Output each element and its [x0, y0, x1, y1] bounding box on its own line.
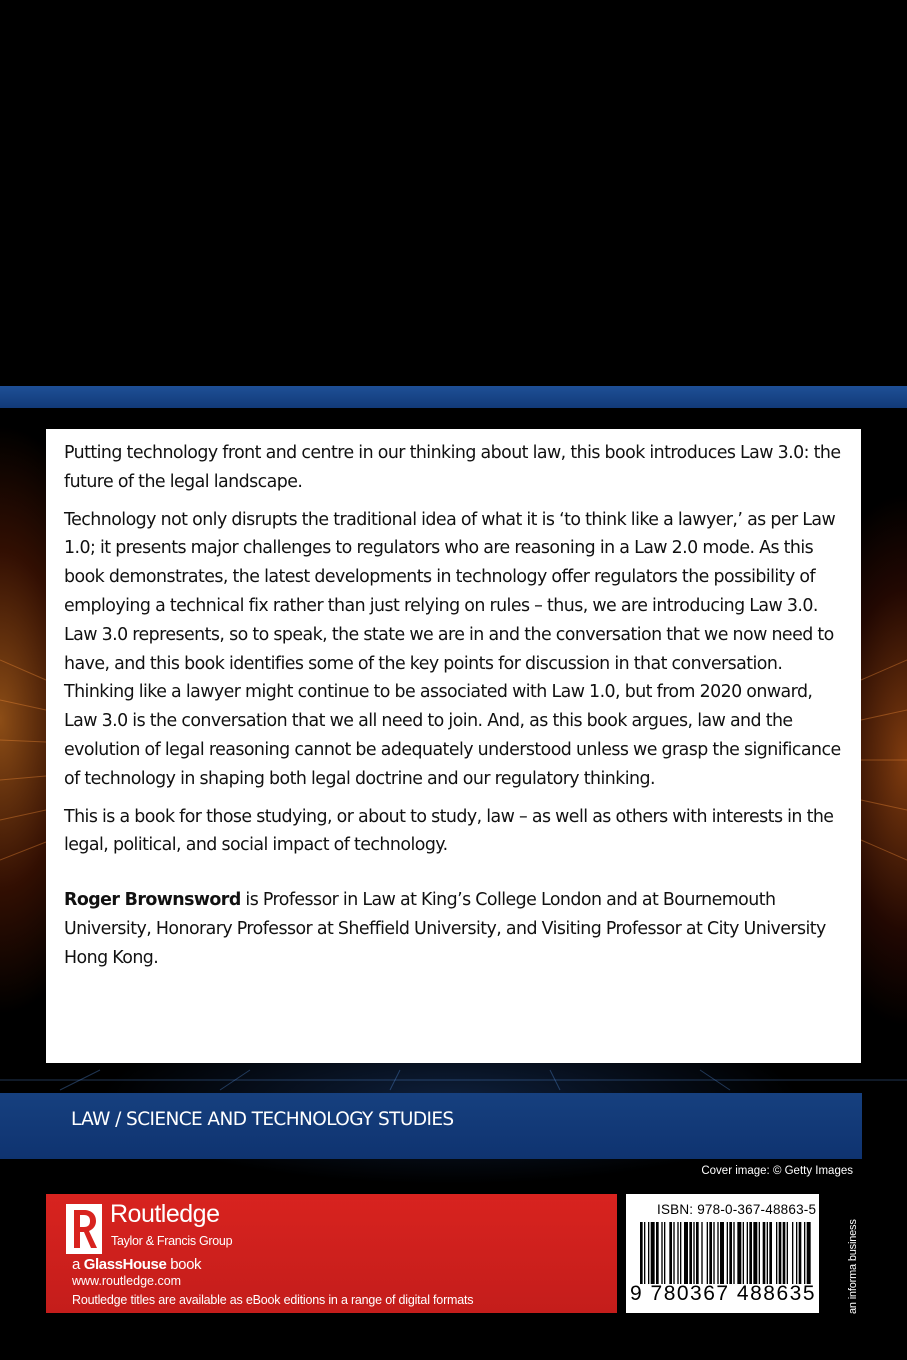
- barcode-bar: [779, 1222, 782, 1284]
- publisher-name: Routledge: [110, 1200, 220, 1228]
- barcode-bar: [796, 1222, 797, 1284]
- barcode-bar: [669, 1222, 672, 1284]
- author-bio-text: is Professor in Law at King’s College London and at Bournemouth University, Honorary Professor at Sheffield University, and Visiting Professor at City University Hong Kong.: [64, 890, 826, 968]
- blurb-paragraph: Putting technology front and centre in our thinking about law, this book introduces Law 3.0: the future of the legal landscape.: [64, 443, 841, 492]
- barcode-bar: [664, 1222, 665, 1284]
- barcode-bar: [707, 1222, 708, 1284]
- barcode-bar: [737, 1222, 741, 1284]
- barcode-bar: [696, 1222, 699, 1284]
- barcode-bar: [661, 1222, 662, 1284]
- barcode-bar: [644, 1222, 645, 1284]
- barcode-digits: 9 780367 488635: [630, 1282, 816, 1305]
- publisher-website[interactable]: www.routledge.com: [72, 1274, 182, 1288]
- barcode-bar: [640, 1222, 643, 1284]
- ebook-note: Routledge titles are available as eBook editions in a range of digital formats: [72, 1293, 474, 1307]
- barcode-box: [626, 1194, 819, 1313]
- barcode-bar: [673, 1222, 674, 1284]
- top-blue-band: [0, 386, 907, 408]
- barcode-bar: [787, 1222, 788, 1284]
- barcode-bar: [693, 1222, 694, 1284]
- barcode-bar: [677, 1222, 678, 1284]
- subject-band: [0, 1093, 862, 1159]
- barcode-bar: [769, 1222, 772, 1284]
- barcode-bar: [720, 1222, 724, 1284]
- barcode-bar: [776, 1222, 777, 1284]
- barcode-bar: [799, 1222, 802, 1284]
- subject-category: LAW / SCIENCE AND TECHNOLOGY STUDIES: [71, 1109, 454, 1130]
- barcode-bar: [651, 1222, 655, 1284]
- routledge-logo-icon: [66, 1204, 102, 1254]
- author-name: Roger Brownsword: [64, 890, 241, 911]
- barcode-bar: [680, 1222, 681, 1284]
- barcode-bar: [767, 1222, 768, 1284]
- barcode-bar: [733, 1222, 734, 1284]
- barcode-bar: [749, 1222, 752, 1284]
- barcode-bar: [792, 1222, 793, 1284]
- barcode-bar: [717, 1222, 718, 1284]
- barcode-bar: [783, 1222, 786, 1284]
- barcode-bar: [684, 1222, 688, 1284]
- author-bio: [64, 886, 843, 972]
- publisher-box: [46, 1194, 617, 1313]
- isbn-text: ISBN: 978-0-367-48863-5: [657, 1202, 817, 1217]
- barcode-bar: [804, 1222, 805, 1284]
- barcode-bar: [701, 1222, 702, 1284]
- barcode-bar: [743, 1222, 744, 1284]
- barcode-bar: [656, 1222, 659, 1284]
- blurb-paragraph: This is a book for those studying, or about to study, law – as well as others with interests in the legal, political, and social impact of technology.: [64, 806, 834, 856]
- barcode-bar: [729, 1222, 732, 1284]
- publisher-group: Taylor & Francis Group: [111, 1234, 233, 1248]
- barcode-bar: [648, 1222, 649, 1284]
- imprint-suffix: book: [166, 1256, 202, 1273]
- parent-company-text: an informa business: [847, 1219, 859, 1314]
- imprint-prefix: a: [72, 1256, 84, 1273]
- barcode-bar: [747, 1222, 748, 1284]
- barcode-bar: [763, 1222, 766, 1284]
- barcode-bar: [753, 1222, 757, 1284]
- barcode-bar: [709, 1222, 712, 1284]
- blurb-paragraph: Technology not only disrupts the traditional idea of what it is ‘to think like a lawyer,’ as per Law 1.0; it presents major challenges to regulators who are reasoning in a Law 2.0 mode. As this book demonstrates, the latest developments in technology offer regulators the possibility of employing a technical fix rather than just relying on rules – thus, we are introducing Law 3.0. Law 3.0 represents, so to speak, the state we are in and the conversation that we now need to have, and this book identifies some of the key points for discussion in that conversation. Thinking like a lawyer might continue to be associated with Law 1.0, but from 2020 onward, Law 3.0 is the conversation that we all need to join. And, as this book argues, law and the evolution of legal reasoning cannot be adequately understood unless we grasp the significance of technology in shaping both legal doctrine and our regulatory thinking.: [64, 509, 841, 789]
- imprint-name: GlassHouse: [83, 1256, 167, 1273]
- image-credit: Cover image: © Getty Images: [701, 1165, 853, 1177]
- barcode-bars: [640, 1222, 812, 1284]
- barcode-bar: [727, 1222, 728, 1284]
- imprint-line: [72, 1256, 201, 1273]
- barcode-bar: [807, 1222, 811, 1284]
- barcode-bar: [713, 1222, 714, 1284]
- blurb-panel: [46, 429, 861, 1063]
- barcode-bar: [759, 1222, 760, 1284]
- barcode-bar: [689, 1222, 692, 1284]
